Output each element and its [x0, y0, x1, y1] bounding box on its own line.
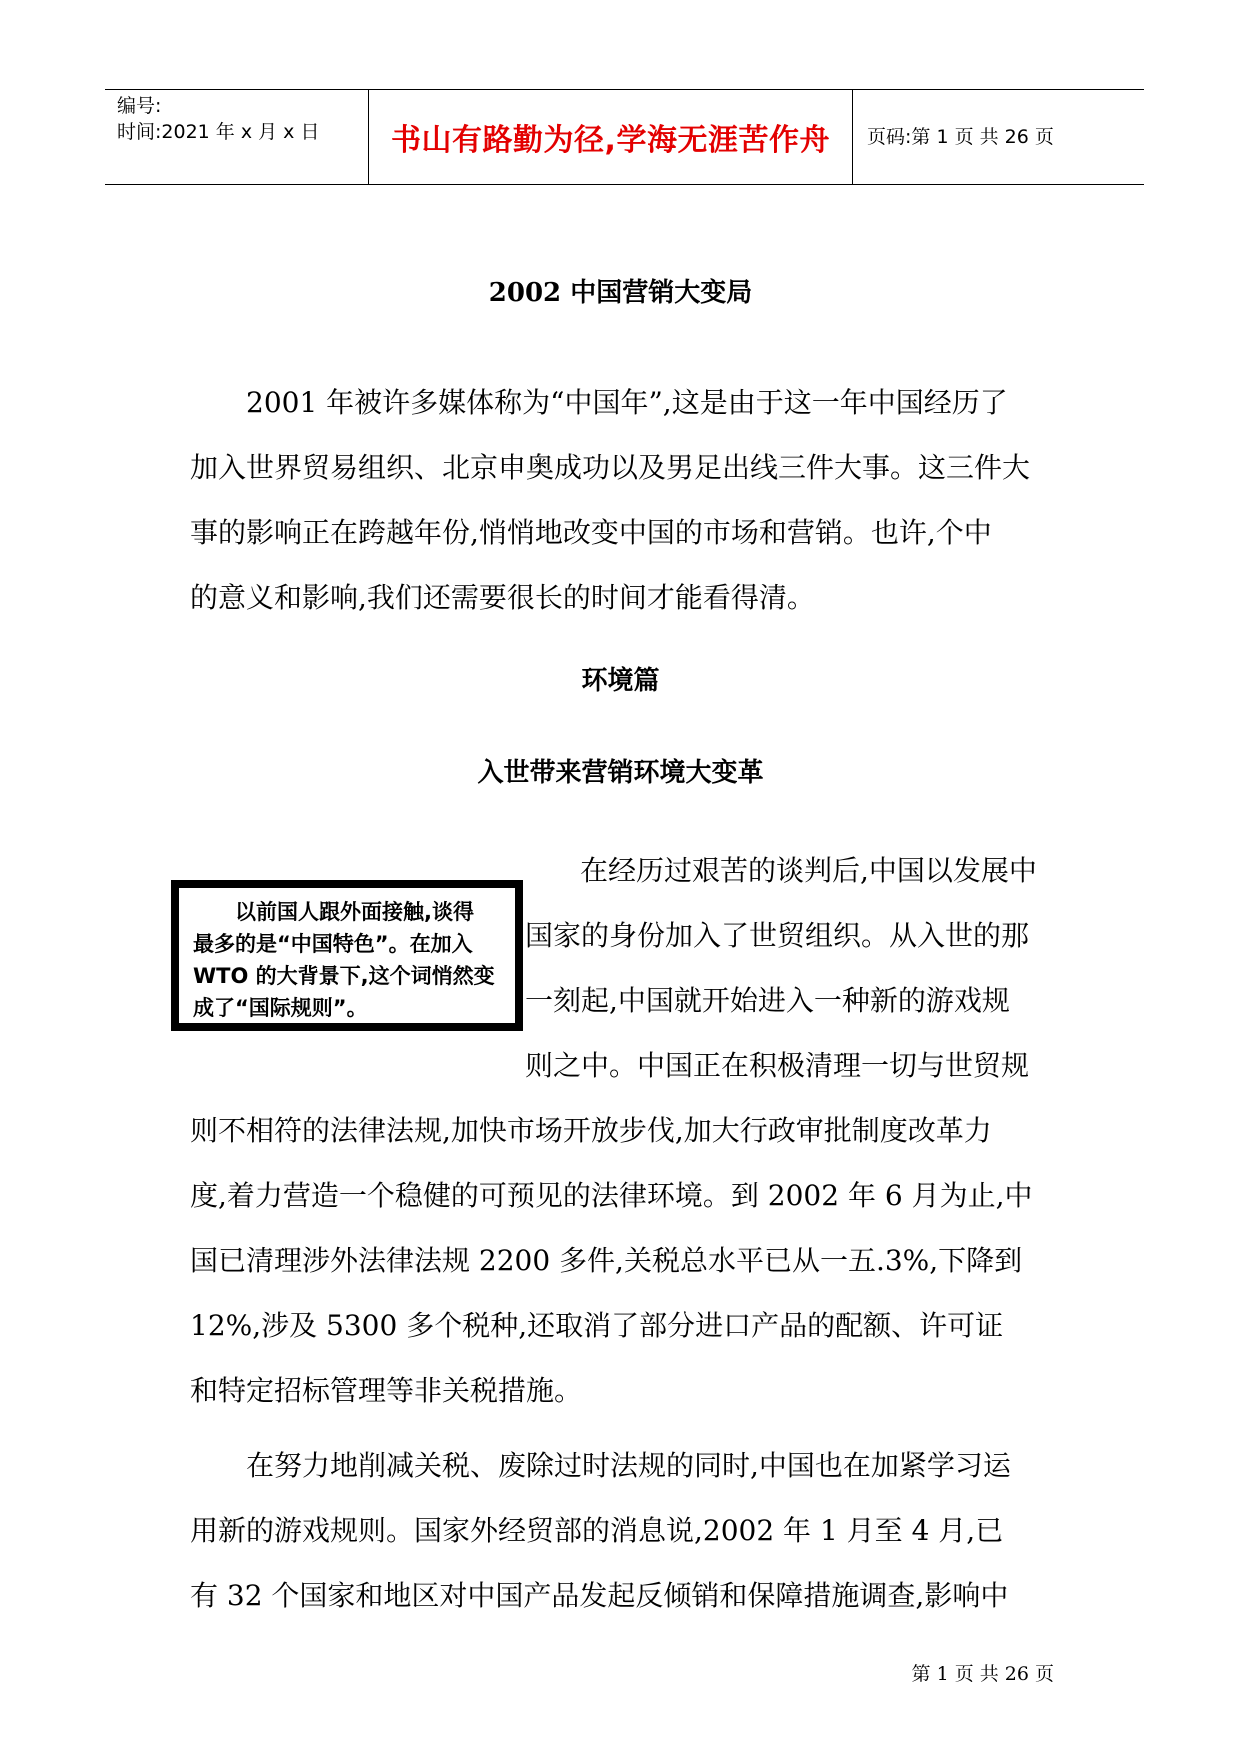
document-time-label: 时间:2021 年 x 月 x 日: [117, 121, 320, 143]
intro-paragraph: [190, 370, 1058, 630]
section-title: 环境篇: [581, 666, 660, 696]
callout-line: 成了“国际规则”。: [193, 996, 368, 1020]
paragraph-line: 事的影响正在跨越年份,悄悄地改变中国的市场和营销。也许,个中: [190, 516, 992, 549]
header-page-label: 页码:第 1 页 共 26 页: [867, 126, 1054, 148]
paragraph-line: 加入世界贸易组织、北京申奥成功以及男足出线三件大事。这三件大: [190, 451, 1031, 484]
paragraph-line: 用新的游戏规则。国家外经贸部的消息说,2002 年 1 月至 4 月,已: [190, 1514, 1004, 1547]
paragraph-line: 和特定招标管理等非关税措施。: [190, 1374, 583, 1407]
callout-line: WTO 的大背景下,这个词悄然变: [193, 964, 495, 988]
document-number-label: 编号:: [117, 95, 162, 117]
callout-line: 以前国人跟外面接触,谈得: [235, 900, 474, 924]
paragraph-line: 在经历过艰苦的谈判后,中国以发展中: [580, 854, 1037, 887]
paragraph-line: 则之中。中国正在积极清理一切与世贸规: [525, 1049, 1030, 1082]
paragraph-line: 则不相符的法律法规,加快市场开放步伐,加大行政审批制度改革力: [190, 1114, 992, 1147]
page-footer: 第 1 页 共 26 页: [911, 1663, 1054, 1685]
subsection-title: 入世带来营销环境大变革: [477, 758, 764, 788]
wto-paragraph: [190, 838, 1058, 1423]
paragraph-line: 国已清理涉外法律法规 2200 多件,关税总水平已从一五.3%,下降到: [190, 1244, 1023, 1277]
paragraph-line: 在努力地削减关税、废除过时法规的同时,中国也在加紧学习运: [246, 1449, 1011, 1482]
paragraph-line: 有 32 个国家和地区对中国产品发起反倾销和保障措施调查,影响中: [190, 1579, 1009, 1612]
paragraph-line: 的意义和影响,我们还需要很长的时间才能看得清。: [190, 581, 815, 614]
paragraph-line: 度,着力营造一个稳健的可预见的法律环境。到 2002 年 6 月为止,中: [190, 1179, 1033, 1212]
header-motto-cell: [369, 90, 853, 184]
paragraph-line: 一刻起,中国就开始进入一种新的游戏规: [525, 984, 1010, 1017]
header-page-cell: [853, 90, 1144, 184]
paragraph-line: 2001 年被许多媒体称为“中国年”,这是由于这一年中国经历了: [246, 386, 1008, 419]
callout-line: 最多的是“中国特色”。在加入: [193, 932, 473, 956]
rules-paragraph: [190, 1433, 1058, 1628]
paragraph-line: 国家的身份加入了世贸组织。从入世的那: [525, 919, 1030, 952]
paragraph-line: 12%,涉及 5300 多个税种,还取消了部分进口产品的配额、许可证: [190, 1309, 1004, 1342]
document-header: [105, 89, 1144, 185]
header-motto: 书山有路勤为径,学海无涯苦作舟: [391, 123, 830, 158]
header-info-cell: [105, 90, 369, 184]
page-title: 2002 中国营销大变局: [488, 278, 753, 308]
